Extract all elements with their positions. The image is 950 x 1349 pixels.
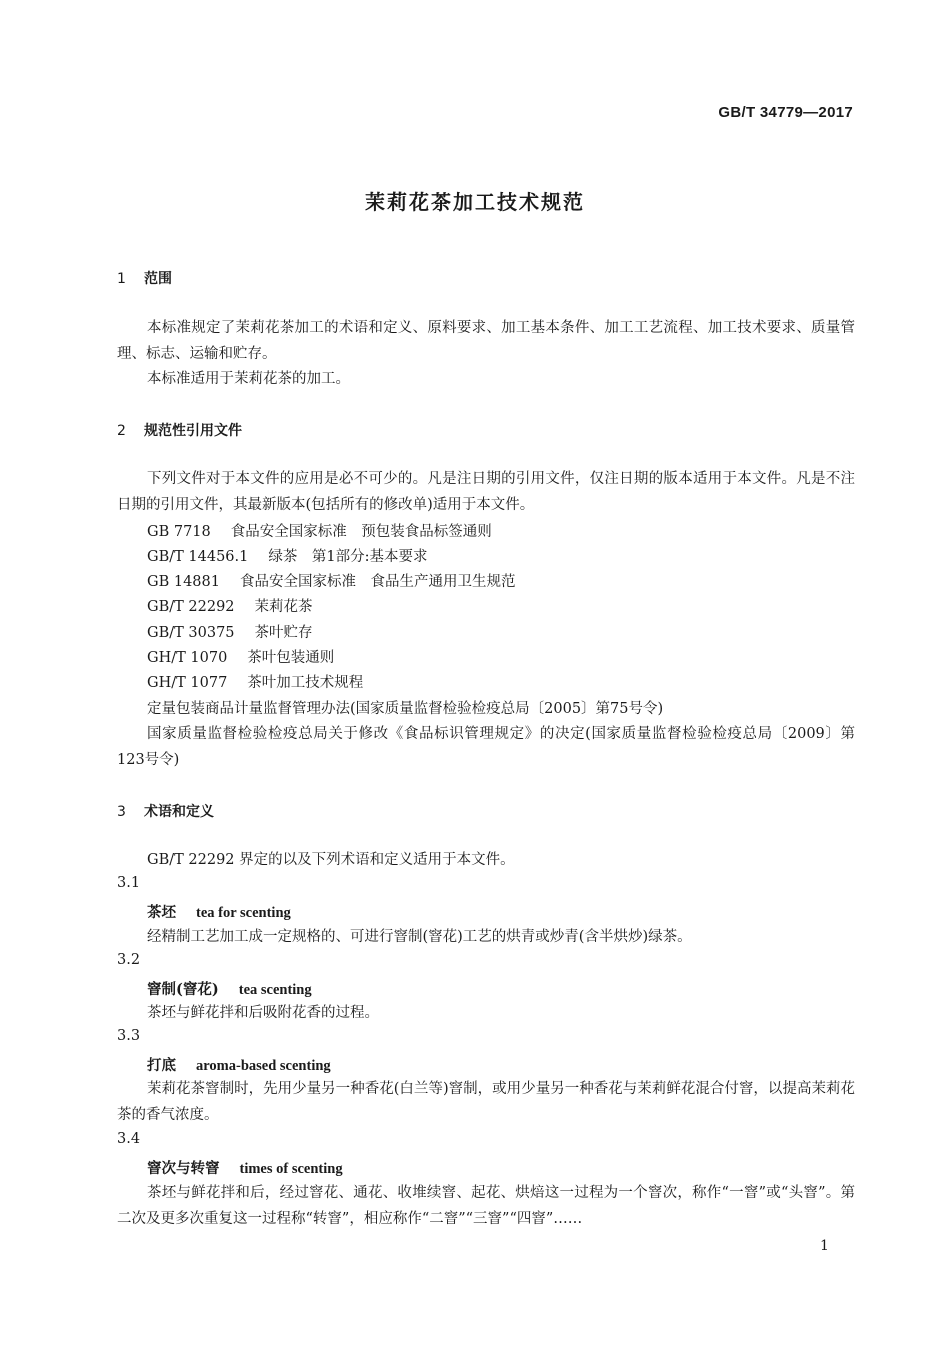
term-definition: 茶坯与鲜花拌和后吸附花香的过程。 xyxy=(147,1005,379,1021)
reference-title: 茶叶包装通则 xyxy=(247,650,335,666)
reference-item xyxy=(147,520,492,541)
reference-code: GB/T 30375 xyxy=(147,625,235,641)
section-number: 1 xyxy=(117,271,126,287)
references-intro: 下列文件对于本文件的应用是必不可少的。凡是注日期的引用文件，仅注日期的版本适用于本文件。凡是不注日期的引用文件，其最新版本(包括所有的修改单)适用于本文件。 xyxy=(117,471,855,513)
term-cn: 窨次与转窨 xyxy=(147,1160,220,1177)
reference-regulation-2: 国家质量监督检验检疫总局关于修改《食品标识管理规定》的决定(国家质量监督检验检疫总局〔2009〕第123号令) xyxy=(117,726,855,768)
term-definition: 茉莉花茶窨制时，先用少量另一种香花(白兰等)窨制，或用少量另一种香花与茉莉鲜花混合付窨，以提高茉莉花茶的香气浓度。 xyxy=(117,1081,855,1123)
term-cn: 茶坯 xyxy=(147,904,176,921)
reference-title: 茉莉花茶 xyxy=(254,599,313,615)
reference-item xyxy=(147,646,334,667)
reference-code: GB 14881 xyxy=(147,574,220,590)
reference-item xyxy=(147,545,428,566)
term-definition: 茶坯与鲜花拌和后，经过窨花、通花、收堆续窨、起花、烘焙这一过程为一个窨次，称作“一窨”或“头窨”。第二次及更多次重复这一过程称“转窨”，相应称作“二窨”“三窨”“四窨”…… xyxy=(117,1185,855,1227)
scope-paragraph-1: 本标准规定了茉莉花茶加工的术语和定义、原料要求、加工基本条件、加工工艺流程、加工技术要求、质量管理、标志、运输和贮存。 xyxy=(117,320,855,362)
reference-item xyxy=(147,621,313,642)
reference-code: GB/T 14456.1 xyxy=(147,549,249,565)
section-number: 2 xyxy=(117,423,126,439)
term-en: tea scenting xyxy=(238,982,312,998)
term-number: 3.2 xyxy=(117,952,141,968)
term-heading xyxy=(147,1054,331,1075)
section-3-heading xyxy=(117,801,214,821)
term-en: times of scenting xyxy=(239,1161,343,1177)
term-heading xyxy=(147,1157,343,1178)
scope-paragraph-2: 本标准适用于茉莉花茶的加工。 xyxy=(147,371,350,387)
term-en: aroma-based scenting xyxy=(196,1058,331,1074)
reference-item xyxy=(147,671,363,692)
reference-regulation-1: 定量包装商品计量监督管理办法(国家质量监督检验检疫总局〔2005〕第75号令) xyxy=(147,701,664,717)
reference-title: 食品安全国家标准 食品生产通用卫生规范 xyxy=(239,574,516,590)
term-heading xyxy=(147,901,291,922)
reference-code: GB 7718 xyxy=(147,524,211,540)
term-definition: 经精制工艺加工成一定规格的、可进行窨制(窨花)工艺的烘青或炒青(含半烘炒)绿茶。 xyxy=(147,929,692,945)
section-2-heading xyxy=(117,420,242,440)
reference-title: 茶叶加工技术规程 xyxy=(247,675,364,691)
section-title: 术语和定义 xyxy=(144,804,214,820)
reference-item xyxy=(147,570,515,591)
document-title: 茉莉花茶加工技术规范 xyxy=(365,190,585,214)
reference-code: GB/T 22292 xyxy=(147,599,235,615)
reference-code: GH/T 1070 xyxy=(147,650,228,666)
reference-title: 茶叶贮存 xyxy=(254,625,313,641)
term-number: 3.3 xyxy=(117,1028,141,1044)
term-heading xyxy=(147,978,312,999)
reference-title: 绿茶 第1部分:基本要求 xyxy=(268,549,428,565)
terms-intro: GB/T 22292 界定的以及下列术语和定义适用于本文件。 xyxy=(147,852,515,868)
reference-item xyxy=(147,595,313,616)
page-number: 1 xyxy=(820,1238,829,1254)
term-cn: 窨制(窨花) xyxy=(147,981,219,998)
reference-title: 食品安全国家标准 预包装食品标签通则 xyxy=(230,524,492,540)
section-number: 3 xyxy=(117,804,126,820)
term-en: tea for scenting xyxy=(196,905,291,921)
term-number: 3.1 xyxy=(117,875,141,891)
standard-number: GB/T 34779—2017 xyxy=(718,104,853,121)
reference-code: GH/T 1077 xyxy=(147,675,228,691)
section-1-heading xyxy=(117,268,172,288)
term-number: 3.4 xyxy=(117,1131,141,1147)
term-cn: 打底 xyxy=(147,1057,176,1074)
section-title: 范围 xyxy=(144,271,172,287)
section-title: 规范性引用文件 xyxy=(144,423,242,439)
